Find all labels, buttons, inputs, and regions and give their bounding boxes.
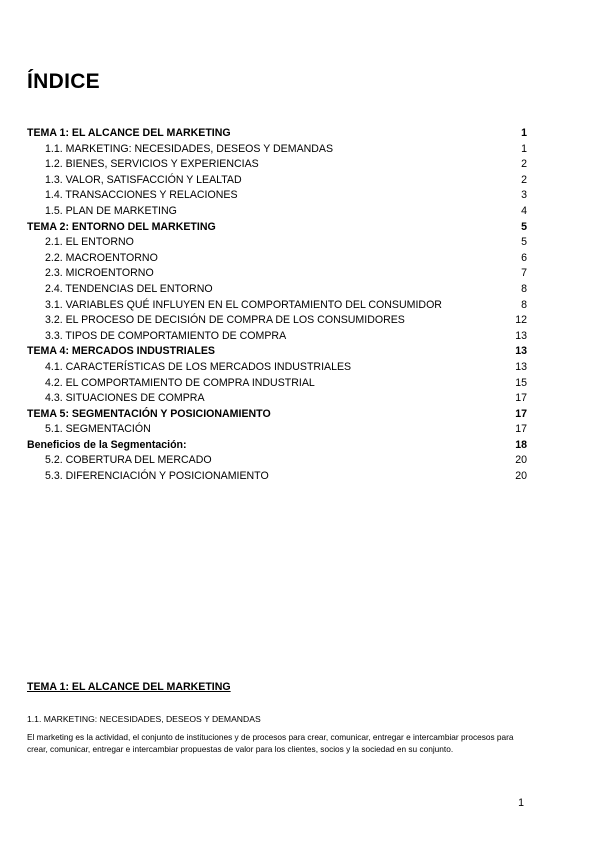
body-paragraph: El marketing es la actividad, el conjunto de instituciones y de procesos para crear, comunicar, entregar e intercambiar procesos para crear, comunicar, entregar e intercambiar propuestas de valor para los clientes, socios y la sociedad en su conjunto.	[27, 732, 514, 754]
toc-entry-page: 3	[521, 189, 527, 202]
toc-section-entry[interactable]	[27, 313, 527, 329]
toc-section-entry[interactable]	[27, 360, 527, 376]
toc-entry-label: Beneficios de la Segmentación:	[27, 438, 187, 451]
toc-section-entry[interactable]	[27, 173, 527, 189]
toc-entry-label: 2.1. EL ENTORNO	[45, 236, 134, 249]
toc-chapter-entry[interactable]	[27, 438, 527, 454]
toc-section-entry[interactable]	[27, 453, 527, 469]
toc-entry-page: 17	[515, 407, 527, 420]
toc-entry-page: 2	[521, 173, 527, 186]
toc-entry-page: 5	[521, 220, 527, 233]
toc-entry-label: 4.2. EL COMPORTAMIENTO DE COMPRA INDUSTRIAL	[45, 376, 315, 389]
toc-entry-page: 8	[521, 298, 527, 311]
toc-entry-page: 12	[515, 314, 527, 327]
toc-entry-page: 20	[515, 470, 527, 483]
toc-entry-page: 17	[515, 392, 527, 405]
toc-entry-page: 13	[515, 345, 527, 358]
toc-entry-page: 8	[521, 282, 527, 295]
toc-section-entry[interactable]	[27, 376, 527, 392]
toc-entry-page: 18	[515, 438, 527, 451]
toc-chapter-entry[interactable]	[27, 407, 527, 423]
toc-entry-label: 2.2. MACROENTORNO	[45, 251, 158, 264]
toc-entry-label: 3.1. VARIABLES QUÉ INFLUYEN EN EL COMPORTAMIENTO DEL CONSUMIDOR	[45, 298, 442, 311]
toc-chapter-entry[interactable]	[27, 344, 527, 360]
toc-section-entry[interactable]	[27, 188, 527, 204]
toc-section-entry[interactable]	[27, 251, 527, 267]
toc-entry-label: TEMA 2: ENTORNO DEL MARKETING	[27, 220, 216, 233]
toc-entry-label: 2.4. TENDENCIAS DEL ENTORNO	[45, 282, 213, 295]
toc-entry-label: 3.2. EL PROCESO DE DECISIÓN DE COMPRA DE LOS CONSUMIDORES	[45, 314, 405, 327]
toc-section-entry[interactable]	[27, 282, 527, 298]
toc-entry-label: 4.1. CARACTERÍSTICAS DE LOS MERCADOS INDUSTRIALES	[45, 360, 352, 373]
toc-section-entry[interactable]	[27, 142, 527, 158]
toc-entry-page: 2	[521, 158, 527, 171]
toc-entry-label: 5.2. COBERTURA DEL MERCADO	[45, 454, 212, 467]
section-heading: TEMA 1: EL ALCANCE DEL MARKETING	[27, 681, 231, 693]
toc-entry-label: TEMA 4: MERCADOS INDUSTRIALES	[27, 345, 215, 358]
toc-entry-page: 13	[515, 329, 527, 342]
toc-entry-page: 4	[521, 204, 527, 217]
page-number: 1	[518, 797, 524, 809]
toc-entry-label: TEMA 5: SEGMENTACIÓN Y POSICIONAMIENTO	[27, 407, 271, 420]
toc-entry-page: 17	[515, 423, 527, 436]
toc-entry-label: 1.4. TRANSACCIONES Y RELACIONES	[45, 189, 238, 202]
toc-section-entry[interactable]	[27, 157, 527, 173]
toc-entry-page: 13	[515, 360, 527, 373]
toc-entry-page: 7	[521, 267, 527, 280]
page-title: ÍNDICE	[27, 70, 100, 93]
toc-entry-label: 2.3. MICROENTORNO	[45, 267, 154, 280]
toc-entry-page: 5	[521, 236, 527, 249]
toc-entry-label: 1.3. VALOR, SATISFACCIÓN Y LEALTAD	[45, 173, 242, 186]
toc-section-entry[interactable]	[27, 469, 527, 485]
toc-section-entry[interactable]	[27, 204, 527, 220]
toc-entry-label: 1.2. BIENES, SERVICIOS Y EXPERIENCIAS	[45, 158, 259, 171]
toc-entry-page: 6	[521, 251, 527, 264]
toc-entry-label: 4.3. SITUACIONES DE COMPRA	[45, 392, 205, 405]
toc-entry-label: 1.5. PLAN DE MARKETING	[45, 204, 177, 217]
table-of-contents	[27, 126, 527, 485]
toc-section-entry[interactable]	[27, 391, 527, 407]
toc-section-entry[interactable]	[27, 298, 527, 314]
toc-chapter-entry[interactable]	[27, 220, 527, 236]
sub-heading: 1.1. MARKETING: NECESIDADES, DESEOS Y DEMANDAS	[27, 714, 261, 724]
toc-entry-label: TEMA 1: EL ALCANCE DEL MARKETING	[27, 127, 231, 139]
toc-entry-page: 1	[521, 127, 527, 139]
toc-section-entry[interactable]	[27, 329, 527, 345]
toc-section-entry[interactable]	[27, 235, 527, 251]
toc-section-entry[interactable]	[27, 266, 527, 282]
toc-entry-label: 5.1. SEGMENTACIÓN	[45, 423, 151, 436]
toc-entry-page: 15	[515, 376, 527, 389]
toc-entry-label: 5.3. DIFERENCIACIÓN Y POSICIONAMIENTO	[45, 470, 269, 483]
toc-entry-page: 1	[521, 142, 527, 155]
toc-entry-label: 1.1. MARKETING: NECESIDADES, DESEOS Y DEMANDAS	[45, 142, 334, 155]
toc-entry-label: 3.3. TIPOS DE COMPORTAMIENTO DE COMPRA	[45, 329, 287, 342]
toc-chapter-entry[interactable]	[27, 126, 527, 142]
toc-entry-page: 20	[515, 454, 527, 467]
toc-section-entry[interactable]	[27, 422, 527, 438]
